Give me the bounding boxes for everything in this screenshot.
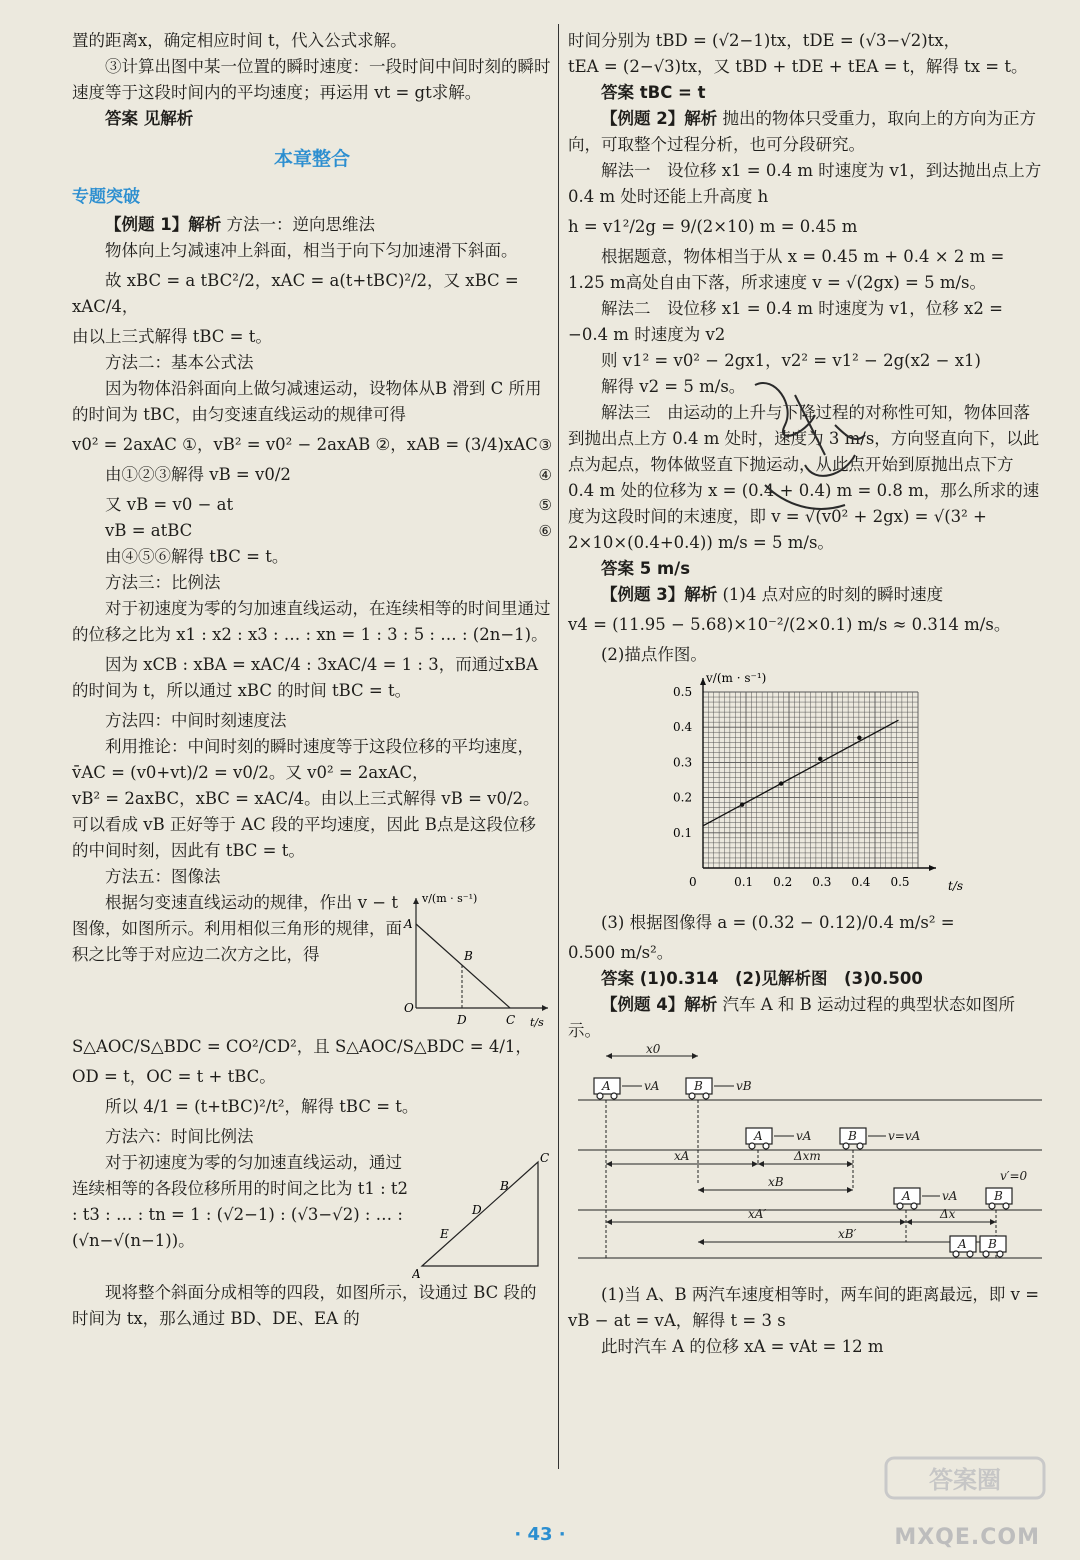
method6-block bbox=[72, 1150, 552, 1280]
x-axis-arrow bbox=[929, 865, 936, 871]
incline-figure bbox=[412, 1150, 552, 1280]
incline-label-c: C bbox=[540, 1151, 550, 1165]
watermark-text: MXQE.COM bbox=[894, 1525, 1040, 1550]
formula: S△AOC/S△BDC = CO²/CD²，且 S△AOC/S△BDC = 4/1， bbox=[72, 1037, 532, 1056]
y-tick-label: 0.2 bbox=[673, 790, 693, 805]
incline-label-a: A bbox=[412, 1267, 421, 1280]
method-heading: 方法一：逆向思维法 bbox=[226, 215, 375, 234]
example-4-label: 【例题 4】解析 bbox=[601, 995, 718, 1014]
answer-line: 答案 (1)0.314 (2)见解析图 (3)0.500 bbox=[601, 969, 923, 988]
paragraph: 根据匀变速直线运动的规律，作出 v − t 图像，如图所示。利用相似三角形的规律，面积之比等于对应边二次方之比，得 bbox=[72, 893, 402, 964]
distance-label-xa-prime: xA′ bbox=[748, 1207, 767, 1221]
distance-label-xb-prime: xB′ bbox=[838, 1227, 857, 1241]
distance-label-dxm: Δxm bbox=[794, 1149, 821, 1163]
chart-grid bbox=[703, 692, 918, 868]
equation-number: ③ bbox=[538, 436, 552, 454]
section-title: 本章整合 bbox=[273, 148, 350, 170]
formula: 由④⑤⑥解得 tBC = t。 bbox=[105, 547, 289, 566]
formula: 解得 v2 = 5 m/s。 bbox=[601, 377, 746, 396]
data-point bbox=[779, 781, 783, 785]
vt-triangle-figure bbox=[402, 890, 552, 1030]
formula: OD = t，OC = t + tBC。 bbox=[72, 1067, 276, 1086]
paragraph: 抛出的物体只受重力，取向上的方向为正方向，可取整个过程分析，也可分段研究。 bbox=[568, 109, 1036, 154]
velocity-label-va: vA bbox=[942, 1189, 958, 1203]
velocity-label-equal: v=vA bbox=[888, 1129, 921, 1143]
left-column bbox=[72, 28, 552, 1332]
car-label-b: B bbox=[994, 1189, 1003, 1203]
paragraph: 根据题意，物体相当于从 x = 0.45 m + 0.4 × 2 m = 1.25 m高处自由下落，所求速度 v = √(2gx) = 5 m/s。 bbox=[568, 247, 1005, 292]
axis-label-y: v/(m · s⁻¹) bbox=[422, 892, 478, 905]
point-label-c: C bbox=[506, 1013, 516, 1027]
x-tick-label: 0.4 bbox=[851, 875, 871, 889]
paragraph: 由以上三式解得 tBC = t。 bbox=[72, 327, 272, 346]
column-divider bbox=[558, 24, 559, 1469]
point-label-b: B bbox=[464, 949, 473, 963]
chart-x-axis-label: t/s bbox=[948, 879, 964, 893]
formula: 又 vB = v0 − at bbox=[105, 495, 234, 514]
formula: v4 = (11.95 − 5.68)×10⁻²/(2×0.1) m/s ≈ 0.314 m/s。 bbox=[568, 615, 1011, 634]
paragraph: (2)描点作图。 bbox=[601, 645, 707, 664]
example-1-label: 【例题 1】解析 bbox=[105, 215, 222, 234]
formula: h = v1²/2g = 9/(2×10) m = 0.45 m bbox=[568, 217, 858, 236]
formula: tEA = (2−√3)tx，又 tBD + tDE + tEA = t，解得 tx = t。 bbox=[568, 57, 1028, 76]
x-tick-label: 0.2 bbox=[773, 875, 793, 889]
y-tick-label: 0.5 bbox=[673, 685, 693, 699]
subsection-title: 专题突破 bbox=[72, 187, 140, 207]
method-heading: 方法二：基本公式法 bbox=[105, 353, 254, 372]
velocity-label-zero: v′=0 bbox=[1000, 1169, 1028, 1183]
car-label-b: B bbox=[694, 1079, 703, 1093]
fit-line bbox=[703, 720, 898, 826]
formula: (3) 根据图像得 a = (0.32 − 0.12)/0.4 m/s² = bbox=[601, 913, 955, 932]
paragraph: 物体向上匀减速冲上斜面，相当于向下匀加速滑下斜面。 bbox=[105, 241, 518, 260]
chart-series bbox=[703, 720, 898, 826]
vt-graph-chart bbox=[568, 668, 1042, 898]
formula: 则 v1² = v0² − 2gx1，v2² = v1² − 2g(x2 − x1) bbox=[601, 351, 981, 370]
point-label-a: A bbox=[404, 917, 413, 931]
data-point bbox=[857, 736, 861, 740]
watermark-stamp bbox=[880, 1452, 1050, 1522]
formula: vB = atBC bbox=[105, 521, 193, 540]
y-tick-label: 0.3 bbox=[673, 755, 693, 770]
car-motion-figure bbox=[568, 1044, 1042, 1274]
method-heading: 方法四：中间时刻速度法 bbox=[105, 711, 287, 730]
formula: 时间分别为 tBD = (√2−1)tx，tDE = (√3−√2)tx， bbox=[568, 31, 961, 50]
car-label-b: B bbox=[988, 1237, 997, 1251]
distance-label-x0: x0 bbox=[646, 1044, 661, 1056]
answer-line: 答案 tBC = t bbox=[601, 83, 706, 102]
right-column bbox=[568, 28, 1042, 1360]
point-label-o: O bbox=[404, 1001, 414, 1015]
method5-block bbox=[72, 890, 552, 1030]
paragraph: 解法三 由运动的上升与下降过程的对称性可知，物体回落到抛出点上方 0.4 m 处时，速度为 3 m/s，方向竖直向下，以此点为起点，物体做竖直下抛运动，从此点开始到原抛出点下方 0.4 m 处的位移为 x = (0.4 + 0.4) m = 0.8 m，那么所求的速度为这段时间的末速度，即 v = √(v0² + 2gx) = √(3² + 2×10×(0.4+0.4)) m/s = 5 m/s。 bbox=[568, 403, 1040, 552]
point-label-d: D bbox=[457, 1013, 467, 1027]
paragraph: 因为物体沿斜面向上做匀减速运动，设物体从B 滑到 C 所用的时间为 tBC，由匀变速直线运动的规律可得 bbox=[72, 379, 542, 424]
paragraph: 汽车 A 和 B 运动过程的典型状态如图所示。 bbox=[568, 995, 1016, 1040]
paragraph: 置的距离x，确定相应时间 t，代入公式求解。 bbox=[72, 31, 407, 50]
paragraph: 解法二 设位移 x1 = 0.4 m 时速度为 v1，位移 x2 = −0.4 m 时速度为 v2 bbox=[568, 299, 1003, 344]
paragraph: 现将整个斜面分成相等的四段，如图所示，设通过 BC 段的时间为 tx，那么通过 BD、DE、EA 的 bbox=[72, 1283, 537, 1328]
x-tick-label: 0 bbox=[689, 875, 697, 889]
axis-label-x: t/s bbox=[530, 1016, 544, 1029]
equation-number: ⑤ bbox=[538, 496, 552, 514]
x-tick-label: 0.1 bbox=[734, 875, 754, 889]
paragraph: (1)4 点对应的时刻的瞬时速度 bbox=[722, 585, 944, 604]
method-heading: 方法六：时间比例法 bbox=[105, 1127, 254, 1146]
car-label-a: A bbox=[902, 1189, 911, 1203]
paragraph: 因为 xCB : xBA = xAC/4 : 3xAC/4 = 1 : 3，而通过xBA 的时间为 t，所以通过 xBC 的时间 tBC = t。 bbox=[72, 655, 539, 700]
x-tick-label: 0.5 bbox=[890, 875, 910, 889]
equation-number: ④ bbox=[538, 466, 552, 484]
formula: 故 xBC = a tBC²/2，xAC = a(t+tBC)²/2，又 xBC = xAC/4， bbox=[72, 271, 519, 316]
chart-y-axis-label: v/(m · s⁻¹) bbox=[706, 671, 767, 685]
formula: v0² = 2axAC ①，vB² = v0² − 2axAB ②，xAB = (3/4)xAC bbox=[72, 435, 538, 454]
method-heading: 方法五：图像法 bbox=[105, 867, 221, 886]
formula: 所以 4/1 = (t+tBC)²/t²，解得 tBC = t。 bbox=[105, 1097, 419, 1116]
method-heading: 方法三：比例法 bbox=[105, 573, 221, 592]
data-point bbox=[740, 802, 744, 806]
paragraph: (1)当 A、B 两汽车速度相等时，两车间的距离最远，即 v = vB − at = vA，解得 t = 3 s bbox=[568, 1285, 1040, 1330]
y-tick-label: 0.1 bbox=[673, 825, 693, 840]
paragraph: 可以看成 vB 正好等于 AC 段的平均速度，因此 B点是这段位移的中间时刻，因此有 tBC = t。 bbox=[72, 815, 536, 860]
incline-label-b: B bbox=[500, 1179, 509, 1193]
data-point bbox=[818, 757, 822, 761]
answer-line: 答案 见解析 bbox=[105, 109, 194, 128]
paragraph: 对于初速度为零的匀加速直线运动，在连续相等的时间里通过的位移之比为 x1 : x2 : x3 : … : xn = 1 : 3 : 5 : … : (2n−1)。 bbox=[72, 599, 551, 644]
paragraph: 利用推论：中间时刻的瞬时速度等于这段位移的平均速度，v̄AC = (v0+vt)/2 = v0/2。又 v0² = 2axAC， bbox=[72, 737, 534, 782]
paragraph: vB² = 2axBC，xBC = xAC/4。由以上三式解得 vB = v0/2。 bbox=[72, 789, 540, 808]
handwriting-scribble bbox=[735, 365, 895, 525]
car-label-a: A bbox=[602, 1079, 611, 1093]
velocity-label-vb: vB bbox=[736, 1079, 752, 1093]
paragraph: ③计算出图中某一位置的瞬时速度：一段时间中间时刻的瞬时速度等于这段时间内的平均速度；再运用 vt = gt求解。 bbox=[72, 57, 551, 102]
example-2-label: 【例题 2】解析 bbox=[601, 109, 718, 128]
formula: 0.500 m/s²。 bbox=[568, 943, 674, 962]
distance-label-xa: xA bbox=[674, 1149, 690, 1163]
example-3-label: 【例题 3】解析 bbox=[601, 585, 718, 604]
formula: 由①②③解得 vB = v0/2 bbox=[105, 465, 291, 484]
velocity-label-va: vA bbox=[796, 1129, 812, 1143]
incline-label-e: E bbox=[440, 1227, 449, 1241]
incline-label-d: D bbox=[472, 1203, 482, 1217]
formula: 此时汽车 A 的位移 xA = vAt = 12 m bbox=[601, 1337, 884, 1356]
distance-label-dx: Δx bbox=[940, 1207, 956, 1221]
x-tick-label: 0.3 bbox=[812, 875, 832, 889]
distance-label-xb: xB bbox=[768, 1175, 784, 1189]
watermark-stamp-text: 答案圈 bbox=[929, 1466, 1001, 1494]
velocity-label-va: vA bbox=[644, 1079, 660, 1093]
page-number: · 43 · bbox=[514, 1524, 566, 1545]
answer-line: 答案 5 m/s bbox=[601, 559, 691, 578]
paragraph: 对于初速度为零的匀加速直线运动，通过连续相等的各段位移所用的时间之比为 t1 : t2 : t3 : … : tn = 1 : (√2−1) : (√3−√2) : … : (√n−√(n−1))。 bbox=[72, 1153, 409, 1250]
equation-number: ⑥ bbox=[538, 522, 552, 540]
car-label-a: A bbox=[754, 1129, 763, 1143]
car-label-b: B bbox=[848, 1129, 857, 1143]
y-tick-label: 0.4 bbox=[673, 720, 693, 735]
paragraph: 解法一 设位移 x1 = 0.4 m 时速度为 v1，到达抛出点上方 0.4 m 处时还能上升高度 h bbox=[568, 161, 1042, 206]
car-label-a: A bbox=[958, 1237, 967, 1251]
